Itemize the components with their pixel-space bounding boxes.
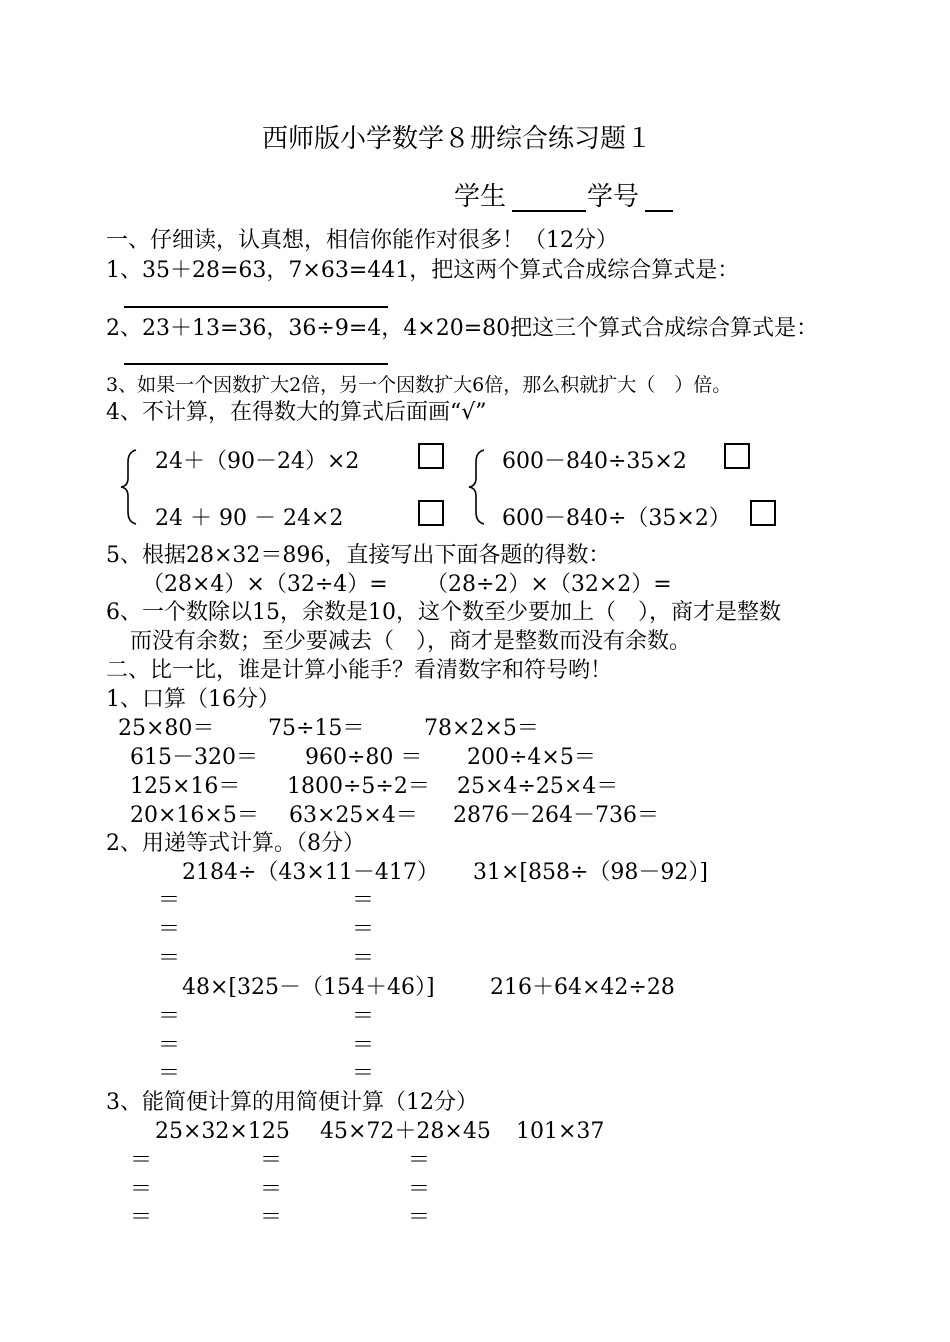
equals-sign: ＝ [408, 1148, 431, 1173]
q4-checkbox-right-2[interactable] [750, 500, 776, 526]
q4-expr-left-1: 24＋（90－24）×2 [155, 449, 360, 474]
equals-sign: ＝ [158, 1004, 181, 1029]
equals-sign: ＝ [158, 917, 181, 942]
mental-math-item: 25×4÷25×4＝ [457, 774, 619, 799]
section2-heading: 二、比一比，谁是计算小能手？看清数字和符号哟！ [106, 658, 613, 683]
q4-expr-right-2: 600－840÷（35×2） [502, 506, 731, 531]
equals-sign: ＝ [260, 1177, 283, 1202]
mental-math-item: 25×80＝ [118, 716, 215, 741]
equals-sign: ＝ [352, 1061, 375, 1086]
equals-sign: ＝ [352, 917, 375, 942]
stepwise-expr-1: 2184÷（43×11－417） [182, 860, 439, 885]
equals-sign: ＝ [352, 888, 375, 913]
mental-math-item: 63×25×4＝ [289, 803, 418, 828]
q4-checkbox-left-1[interactable] [418, 443, 444, 469]
q5-expr-a: （28×4）×（32÷4）= [142, 572, 388, 597]
mental-math-item: 200÷4×5＝ [467, 745, 596, 770]
equals-sign: ＝ [130, 1148, 153, 1173]
right-brace-icon [466, 448, 488, 526]
stepwise-expr-4: 216＋64×42÷28 [490, 975, 675, 1000]
student-name-blank[interactable] [512, 210, 586, 212]
left-brace-icon [118, 448, 140, 526]
equals-sign: ＝ [260, 1148, 283, 1173]
equals-sign: ＝ [158, 888, 181, 913]
mental-math-item: 125×16＝ [130, 774, 241, 799]
q4-checkbox-left-2[interactable] [418, 500, 444, 526]
equals-sign: ＝ [352, 1033, 375, 1058]
student-id-blank[interactable] [645, 210, 673, 212]
student-id-label: 学号 [587, 182, 640, 212]
simplify-expr-1: 25×32×125 [155, 1119, 290, 1144]
equals-sign: ＝ [352, 1004, 375, 1029]
simplify-expr-2: 45×72＋28×45 [320, 1119, 491, 1144]
mental-math-item: 960÷80 ＝ [305, 745, 423, 770]
equals-sign: ＝ [158, 946, 181, 971]
equals-sign: ＝ [130, 1205, 153, 1230]
equals-sign: ＝ [130, 1177, 153, 1202]
q4-checkbox-right-1[interactable] [724, 443, 750, 469]
stepwise-expr-2: 31×[858÷（98－92）] [473, 860, 709, 885]
equals-sign: ＝ [408, 1177, 431, 1202]
question-1: 1、35＋28=63，7×63=441，把这两个算式合成综合算式是： [106, 258, 740, 283]
mental-math-item: 75÷15＝ [268, 716, 365, 741]
simplify-expr-3: 101×37 [516, 1119, 605, 1144]
question-3: 3、如果一个因数扩大2倍，另一个因数扩大6倍，那么积就扩大（ ）倍。 [106, 374, 732, 396]
question-6-line-2: 而没有余数；至少要减去（ ），商才是整数而没有余数。 [130, 629, 692, 654]
q5-expr-b: （28÷2）×（32×2）= [426, 572, 672, 597]
answer-blank-2[interactable] [124, 363, 388, 365]
question-2: 2、23＋13=36，36÷9=4，4×20=80把这三个算式合成综合算式是： [106, 316, 819, 341]
question-4: 4、不计算，在得数大的算式后面画“√” [106, 400, 487, 425]
part3-heading: 3、能简便计算的用简便计算（12分） [106, 1090, 478, 1115]
answer-blank-1[interactable] [124, 306, 388, 308]
question-6-line-1: 6、一个数除以15，余数是10，这个数至少要加上（ ），商才是整数 [106, 600, 781, 625]
mental-math-item: 20×16×5＝ [130, 803, 259, 828]
q4-expr-right-1: 600－840÷35×2 [502, 449, 687, 474]
student-name-label: 学生 [454, 182, 507, 212]
stepwise-expr-3: 48×[325－（154＋46）] [182, 975, 435, 1000]
equals-sign: ＝ [408, 1205, 431, 1230]
mental-math-item: 78×2×5＝ [424, 716, 539, 741]
part1-heading: 1、口算（16分） [106, 687, 280, 712]
equals-sign: ＝ [158, 1033, 181, 1058]
page-title: 西师版小学数学８册综合练习题１ [262, 124, 653, 154]
mental-math-item: 2876－264－736＝ [453, 803, 659, 828]
part2-heading: 2、用递等式计算。（8分） [106, 831, 365, 856]
equals-sign: ＝ [352, 946, 375, 971]
mental-math-item: 615－320＝ [130, 745, 258, 770]
mental-math-item: 1800÷5÷2＝ [287, 774, 430, 799]
section1-heading: 一、仔细读，认真想，相信你能作对很多！（12分） [106, 228, 618, 253]
q4-expr-left-2: 24 ＋ 90 － 24×2 [155, 506, 344, 531]
question-5: 5、根据28×32＝896，直接写出下面各题的得数： [106, 543, 611, 568]
equals-sign: ＝ [260, 1205, 283, 1230]
equals-sign: ＝ [158, 1061, 181, 1086]
